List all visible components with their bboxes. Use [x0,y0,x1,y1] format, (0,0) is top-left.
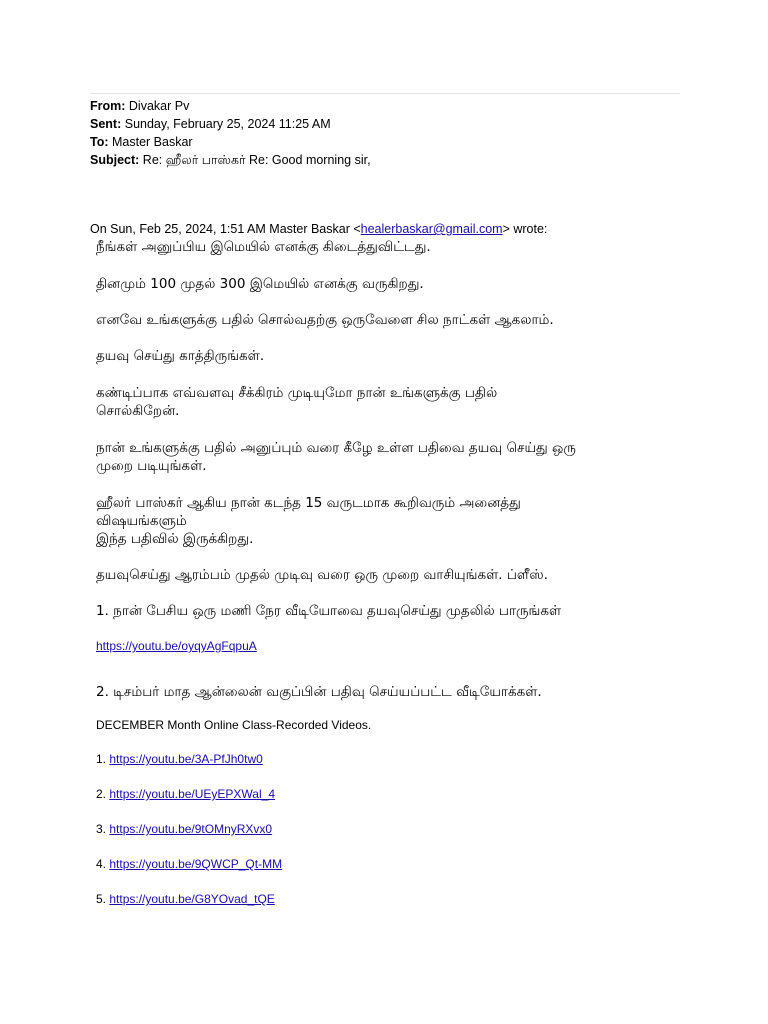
paragraph-7-line-3: இந்த பதிவில் இருக்கிறது. [96,531,254,547]
email-body [96,238,686,908]
subject-row [90,151,371,169]
paragraph-6-line-1: நான் உங்களுக்கு பதில் அனுப்பும் வரை கீழே உள்ள பதிவை தயவு செய்து ஒரு [96,440,576,456]
subject-value: Re: ஹீலர் பாஸ்கர் Re: Good morning sir, [142,153,371,167]
header-divider [90,93,680,94]
email-header [90,97,371,169]
quote-suffix: > wrote: [502,222,548,236]
video-link[interactable]: https://youtu.be/9tOMnyRXvx0 [109,822,273,836]
from-row [90,97,371,115]
quote-intro [90,220,547,238]
list-item-number: 2. [96,787,107,801]
video-link-main[interactable]: https://youtu.be/oyqyAgFqpuA [96,639,257,653]
video-link-list [96,734,686,908]
to-row [90,133,371,151]
paragraph-8: தயவுசெய்து ஆரம்பம் முதல் முடிவு வரை ஒரு முறை வாசியுங்கள். ப்ளீஸ். [96,567,548,583]
list-item-number: 4. [96,857,107,871]
paragraph-1: நீங்கள் அனுப்பிய இமெயில் எனக்கு கிடைத்துவிட்டது. [96,239,431,255]
video-link[interactable]: https://youtu.be/G8YOvad_tQE [109,892,275,906]
list-item-number: 3. [96,822,107,836]
sent-row [90,115,371,133]
list-item [96,785,686,803]
sender-email-link[interactable]: healerbaskar@gmail.com [360,222,503,236]
paragraph-5-line-2: சொல்கிறேன். [96,403,180,419]
sent-label: Sent: [90,117,122,131]
sent-value: Sunday, February 25, 2024 11:25 AM [124,117,331,131]
video-link[interactable]: https://youtu.be/9QWCP_Qt-MM [109,857,283,871]
to-value: Master Baskar [112,135,193,149]
list-item-number: 1. [96,752,107,766]
list-item [96,820,686,838]
item-2-text: 2. டிசம்பர் மாத ஆன்லைன் வகுப்பின் பதிவு செய்யப்பட்ட வீடியோக்கள். [96,684,542,700]
paragraph-6-line-2: முறை படியுங்கள். [96,458,207,474]
paragraph-7-line-1: ஹீலர் பாஸ்கர் ஆகிய நான் கடந்த 15 வருடமாக கூறிவரும் அனைத்து [96,495,521,511]
video-link[interactable]: https://youtu.be/UEyEPXWal_4 [109,787,275,801]
list-item-number: 5. [96,892,107,906]
list-item [96,855,686,873]
from-label: From: [90,99,126,113]
list-item [96,750,686,768]
paragraph-5-line-1: கண்டிப்பாக எவ்வளவு சீக்கிரம் முடியுமோ நான் உங்களுக்கு பதில் [96,385,498,401]
paragraph-3: எனவே உங்களுக்கு பதில் சொல்வதற்கு ஒருவேளை சில நாட்கள் ஆகலாம். [96,312,554,328]
paragraph-4: தயவு செய்து காத்திருங்கள். [96,348,265,364]
quote-prefix: On Sun, Feb 25, 2024, 1:51 AM Master Baskar < [90,222,361,236]
paragraph-7-line-2: விஷயங்களும் [96,513,187,529]
item-1-text: 1. நான் பேசிய ஒரு மணி நேர வீடியோவை தயவுசெய்து முதலில் பாருங்கள் [96,603,562,619]
video-link[interactable]: https://youtu.be/3A-PfJh0tw0 [109,752,263,766]
paragraph-2: தினமும் 100 முதல் 300 இமெயில் எனக்கு வருகிறது. [96,276,424,292]
subject-label: Subject: [90,153,140,167]
to-label: To: [90,135,109,149]
december-label: DECEMBER Month Online Class-Recorded Videos. [96,718,372,732]
from-value: Divakar Pv [128,99,190,113]
list-item [96,890,686,908]
